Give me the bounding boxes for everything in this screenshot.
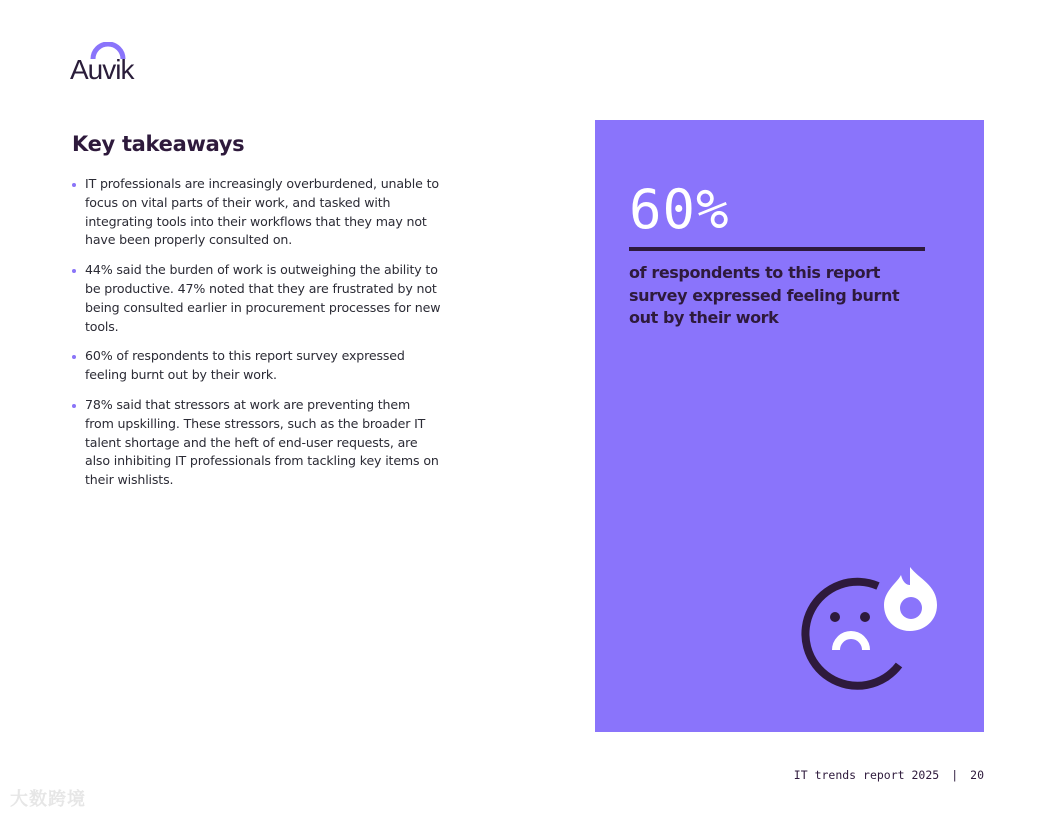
page-number: 20: [970, 768, 984, 782]
watermark: 大数跨境: [10, 789, 86, 810]
page-title: Key takeaways: [72, 132, 245, 156]
report-title: IT trends report 2025: [793, 768, 940, 782]
list-item: [72, 175, 442, 250]
logo-text: Auvik: [70, 54, 134, 85]
list-item: [72, 261, 442, 336]
bullet-dot: [72, 404, 76, 408]
list-item: [72, 396, 442, 490]
stat-value: 60%: [629, 178, 730, 241]
list-item: [72, 347, 442, 385]
stat-divider: [629, 247, 925, 251]
footer-separator: |: [951, 768, 959, 782]
list-item-text: IT professionals are increasingly overburdened, unable to focus on vital parts of their work, and tasked with integrating tools into their workflows that they may not have been properly consulted on.: [85, 176, 439, 248]
stat-panel: [595, 120, 984, 732]
takeaways-list: [72, 175, 442, 501]
sad-face-flame-icon: [791, 563, 951, 693]
list-item-text: 78% said that stressors at work are preventing them from upskilling. These stressors, such as the broader IT talent shortage and the heft of end-user requests, are also inhibiting IT professionals from tackling key items on their wishlists.: [85, 396, 439, 488]
bullet-dot: [72, 355, 76, 359]
auvik-logo: [70, 42, 150, 86]
bullet-dot: [72, 269, 76, 273]
stat-caption: of respondents to this report survey expressed feeling burnt out by their work: [629, 263, 900, 327]
page-footer: [794, 768, 984, 782]
bullet-dot: [72, 183, 76, 187]
list-item-text: 60% of respondents to this report survey expressed feeling burnt out by their work.: [85, 348, 405, 383]
list-item-text: 44% said the burden of work is outweighing the ability to be productive. 47% noted that they are frustrated by not being consulted earlier in procurement processes for new tools.: [85, 262, 441, 334]
